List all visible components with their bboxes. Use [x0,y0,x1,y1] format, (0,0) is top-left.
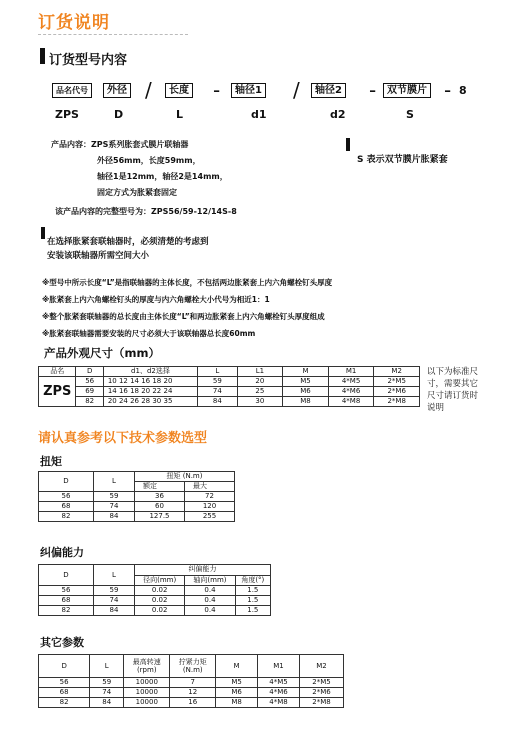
model-box-shaft1: 轴径1 [231,83,266,98]
table-row [39,377,420,387]
table-row [39,492,235,502]
header-main: 最高转速 [132,658,161,666]
table-cell: 2*M5 [299,678,343,688]
table-cell: 2*M6 [299,688,343,698]
table-cell: 120 [185,502,235,512]
table-cell: 4*M8 [328,397,374,407]
note-1: ※型号中所示长度“L”是指联轴器的主体长度，不包括两边胀紧套上内六角螺栓钉头厚度 [42,278,333,287]
table-header: 扭矩 (N.m) [135,472,235,482]
table-cell: 56 [39,492,94,502]
table-cell: 2*M6 [374,387,420,397]
table-header: D [39,655,90,678]
table-cell: 20 24 26 28 30 35 [103,397,197,407]
header-unit: (N.m) [182,666,203,674]
table-header [124,655,170,678]
table-cell: 59 [198,377,238,387]
deviation-title: 纠偏能力 [40,546,84,559]
header-unit: (rpm) [136,666,157,674]
torque-table [38,471,235,522]
table-header-row [39,655,344,678]
table-cell: 255 [185,512,235,522]
table-header: M2 [299,655,343,678]
note-3: ※整个胀紧套联轴器的总长度由主体长度“L”和两边胀紧套上内六角螺栓钉头厚度组成 [42,312,325,321]
model-box-name: 品名代号 [52,83,92,98]
table-cell: 4*M5 [328,377,374,387]
params-heading: 请认真参考以下技术参数选型 [38,431,208,446]
full-model-text: 该产品内容的完整型号为：ZPS56/59-12/14S-8 [55,207,237,216]
table-cell: 72 [185,492,235,502]
table-cell: 0.4 [185,586,235,596]
table-cell: 7 [170,678,216,688]
table-header: M [216,655,258,678]
table-cell: 82 [39,698,90,708]
table-header: L [94,472,135,492]
table-cell: M6 [216,688,258,698]
code-l: L [176,108,184,121]
table-cell: 14 16 18 20 22 24 [103,387,197,397]
table-header: D [39,565,94,586]
table-row [39,688,344,698]
table-header: L1 [237,367,283,377]
table-header-row [39,367,420,377]
table-header [170,655,216,678]
table-header: 品名 [39,367,76,377]
table-header: 轴向(mm) [185,575,235,586]
table-cell: 84 [94,606,135,616]
table-cell: 4*M5 [257,678,299,688]
dims-side-note [427,366,478,414]
product-desc-line2: 外径56mm，长度59mm， [97,156,201,165]
side-note-line: 寸，需要其它 [427,379,479,389]
table-cell: 2*M8 [299,698,343,708]
code-d2: d2 [330,108,346,121]
table-cell: 10000 [124,688,170,698]
table-cell: 84 [94,512,135,522]
table-cell: 84 [90,698,124,708]
warning-marker [41,227,45,239]
table-cell: 59 [94,586,135,596]
model-sep-1: / [145,78,152,102]
table-cell: 68 [39,502,94,512]
model-section-title: 订货型号内容 [49,53,128,68]
table-cell: 69 [76,387,103,397]
model-suffix: 8 [459,84,467,97]
table-cell: 60 [135,502,185,512]
table-cell: 127.5 [135,512,185,522]
table-cell: 2*M8 [374,397,420,407]
table-header: 径向(mm) [135,575,185,586]
table-cell: 59 [94,492,135,502]
other-title: 其它参数 [40,636,84,649]
table-row [39,698,344,708]
table-cell: M5 [283,377,329,387]
table-header: M [283,367,329,377]
table-header: D [76,367,103,377]
table-cell: 82 [39,606,94,616]
table-cell: 74 [198,387,238,397]
side-note-line: 说明 [427,403,445,413]
table-cell: 56 [39,678,90,688]
table-cell: 2*M5 [374,377,420,387]
table-cell: 74 [94,502,135,512]
table-header: L [94,565,135,586]
table-header: L [198,367,238,377]
model-sep-4: - [369,78,377,102]
table-header: 角度(°) [235,575,270,586]
note-4: ※胀紧套联轴器需要安装的尺寸必须大于该联轴器总长度60mm [42,329,256,338]
table-cell: 4*M6 [328,387,374,397]
table-header-row [39,472,235,482]
model-sep-2: - [213,78,221,102]
table-cell: 30 [237,397,283,407]
code-d: D [114,108,124,121]
section-marker [40,48,45,64]
table-cell: 82 [39,512,94,522]
table-row [39,502,235,512]
table-cell: 20 [237,377,283,387]
s-note: S 表示双节膜片胀紧套 [357,155,448,165]
table-cell: 56 [39,586,94,596]
table-cell: 68 [39,596,94,606]
table-cell: 0.02 [135,586,185,596]
table-header: 额定 [135,482,185,492]
other-table [38,654,344,708]
table-cell: 12 [170,688,216,698]
table-row [39,397,420,407]
table-row [39,678,344,688]
product-desc-line1: 产品内容：ZPS系列胀套式膜片联轴器 [51,140,189,149]
code-zps: ZPS [55,108,79,121]
table-cell: 36 [135,492,185,502]
note-2: ※胀紧套上内六角螺栓钉头的厚度与内六角螺栓大小代号为相近1：1 [42,295,270,304]
table-header: D [39,472,94,492]
table-cell: 82 [76,397,103,407]
deviation-table [38,564,271,616]
table-cell: M6 [283,387,329,397]
table-row [39,387,420,397]
table-cell: 4*M6 [257,688,299,698]
table-cell: 0.02 [135,606,185,616]
table-cell: 0.4 [185,596,235,606]
table-cell: 68 [39,688,90,698]
table-header: 最大 [185,482,235,492]
model-box-outer-diameter: 外径 [103,83,131,98]
table-cell: 10 12 14 16 18 20 [103,377,197,387]
table-row [39,606,271,616]
model-sep-5: - [444,78,452,102]
product-name-cell: ZPS [39,377,76,407]
table-cell: 1.5 [235,596,270,606]
table-cell: 25 [237,387,283,397]
table-cell: 4*M8 [257,698,299,708]
table-cell: 74 [90,688,124,698]
model-sep-3: / [293,78,300,102]
table-header: d1、d2选择 [103,367,197,377]
table-cell: M8 [216,698,258,708]
s-note-marker [346,138,350,151]
code-d1: d1 [251,108,267,121]
header-main: 拧紧力矩 [178,658,207,666]
model-box-double-diaphragm: 双节膜片 [383,83,431,98]
dims-title: 产品外观尺寸（mm） [44,346,160,360]
table-cell: 1.5 [235,586,270,596]
table-cell: 10000 [124,698,170,708]
table-header-row [39,565,271,576]
table-header: L [90,655,124,678]
code-s: S [406,108,414,121]
table-row [39,512,235,522]
table-cell: 0.4 [185,606,235,616]
table-cell: M5 [216,678,258,688]
table-header: M2 [374,367,420,377]
title-divider [38,34,188,36]
table-row [39,586,271,596]
table-cell: 0.02 [135,596,185,606]
table-cell: 1.5 [235,606,270,616]
page-title: 订货说明 [38,13,110,33]
table-cell: 56 [76,377,103,387]
table-header: M1 [328,367,374,377]
table-cell: 84 [198,397,238,407]
warning-line1: 在选择胀紧套联轴器时，必须清楚的考虑到 [47,237,209,247]
side-note-line: 尺寸请订货时 [427,391,479,401]
product-desc-line3: 轴径1是12mm，轴径2是14mm， [97,172,228,181]
product-desc-line4: 固定方式为胀紧套固定 [97,188,177,197]
model-box-length: 长度 [165,83,193,98]
table-header: M1 [257,655,299,678]
side-note-line: 以下为标准尺 [427,367,479,377]
table-cell: 74 [94,596,135,606]
table-cell: 59 [90,678,124,688]
table-row [39,596,271,606]
table-header: 纠偏能力 [135,565,271,576]
warning-line2: 安装该联轴器所需空间大小 [47,251,150,261]
torque-title: 扭矩 [40,455,62,468]
model-box-shaft2: 轴径2 [311,83,346,98]
table-cell: 10000 [124,678,170,688]
table-cell: M8 [283,397,329,407]
table-cell: 16 [170,698,216,708]
dims-table [38,366,420,407]
